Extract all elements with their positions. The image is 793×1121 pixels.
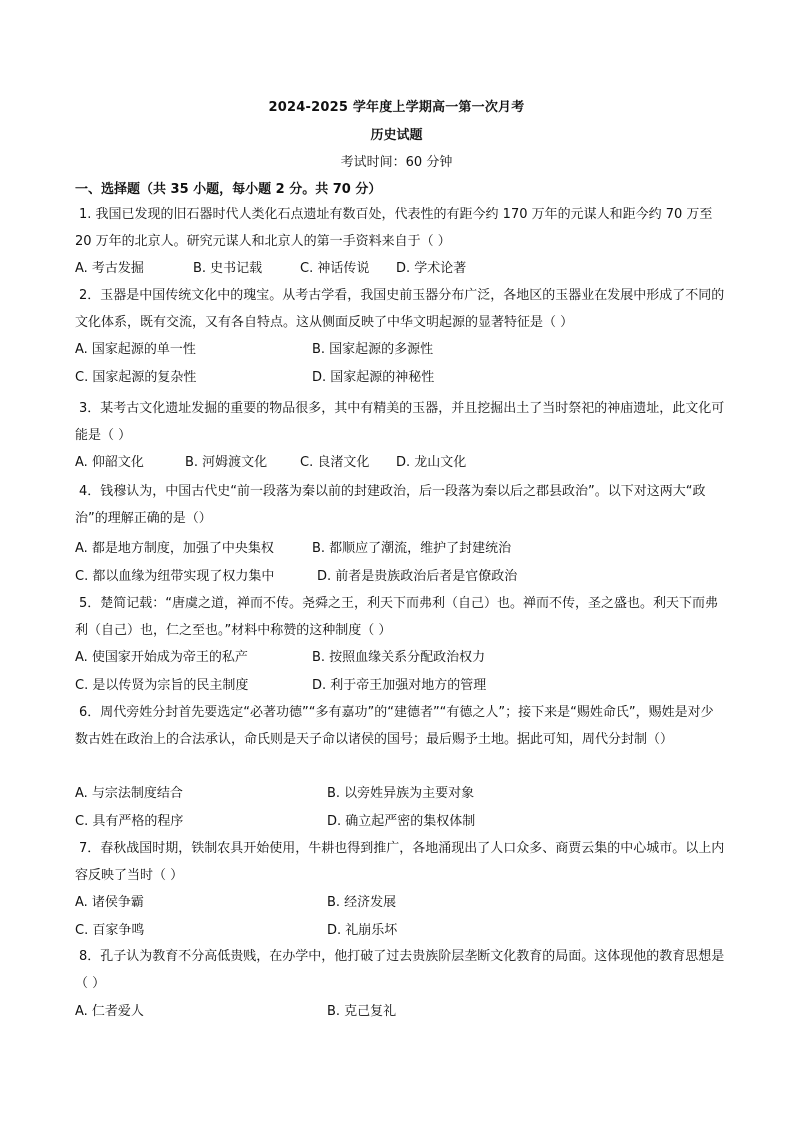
question-stem: 1. 我国已发现的旧石器时代人类化石点遗址有数百处，代表性的有距今约 170 万年的元谋人和距今约 70 万至 20 万年的北京人。研究元谋人和北京人的第一手资料来自于（ ）: [75, 207, 713, 249]
option-a: A. 考古发掘: [75, 261, 144, 276]
option-a: A. 仁者爱人: [75, 1004, 144, 1019]
option-c: C. 良渚文化: [300, 455, 370, 470]
option-a: A. 仰韶文化: [75, 455, 144, 470]
option-row: [75, 780, 725, 807]
option-b: B. 按照血缘关系分配政治权力: [312, 650, 486, 665]
section-heading: 一、选择题（共 35 小题，每小题 2 分。共 70 分）: [75, 182, 382, 197]
option-row: [75, 644, 725, 671]
option-row: [75, 255, 725, 282]
option-row: [75, 998, 725, 1025]
option-row: [75, 672, 725, 699]
option-a: A. 都是地方制度，加强了中央集权: [75, 541, 274, 556]
option-b: B. 都顺应了潮流，维护了封建统治: [312, 541, 512, 556]
option-row: [75, 535, 725, 562]
option-b: B. 经济发展: [327, 895, 397, 910]
option-c: C. 都以血缘为纽带实现了权力集中: [75, 569, 275, 584]
question-stem: 4．钱穆认为，中国古代史“前一段落为秦以前的封建政治，后一段落为秦以后之郡县政治”。以下对这两大“政治”的理解正确的是（）: [75, 484, 706, 526]
option-d: D. 国家起源的神秘性: [312, 370, 435, 385]
option-a: A. 国家起源的单一性: [75, 342, 196, 357]
exam-time: 考试时间：60 分钟: [340, 155, 453, 170]
option-a: A. 与宗法制度结合: [75, 786, 183, 801]
option-row: [75, 336, 725, 363]
option-c: C. 具有严格的程序: [75, 814, 184, 829]
question-stem: 7．春秋战国时期，铁制农具开始使用，牛耕也得到推广，各地涌现出了人口众多、商贾云集的中心城市。以上内容反映了当时（ ）: [75, 841, 725, 883]
option-c: C. 国家起源的复杂性: [75, 370, 197, 385]
option-b: B. 河姆渡文化: [185, 455, 268, 470]
option-row: [75, 563, 725, 590]
option-row: [75, 364, 725, 391]
option-d: D. 礼崩乐坏: [327, 923, 398, 938]
option-d: D. 学术论著: [396, 261, 467, 276]
option-d: D. 龙山文化: [396, 455, 467, 470]
option-c: C. 是以传贤为宗旨的民主制度: [75, 678, 249, 693]
option-b: B. 以旁姓异族为主要对象: [327, 786, 475, 801]
option-a: A. 使国家开始成为帝王的私产: [75, 650, 248, 665]
question-stem: 5．楚简记载：“唐虞之道，禅而不传。尧舜之王，利天下而弗利（自己）也。禅而不传，圣之盛也。利天下而弗利（自己）也，仁之至也。”材料中称赞的这种制度（ ）: [75, 596, 719, 638]
question-stem: 3．某考古文化遗址发掘的重要的物品很多，其中有精美的玉器，并且挖掘出土了当时祭祀的神庙遗址，此文化可能是（ ）: [75, 401, 725, 443]
option-d: D. 利于帝王加强对地方的管理: [312, 678, 487, 693]
option-row: [75, 449, 725, 476]
question-stem: 2．玉器是中国传统文化中的瑰宝。从考古学看，我国史前玉器分布广泛，各地区的玉器业在发展中形成了不同的文化体系，既有交流，又有各自特点。这从侧面反映了中华文明起源的显著特征是（ ）: [75, 288, 725, 330]
question-stem: 6．周代旁姓分封首先要选定“必著功德”“多有嘉功”的“建德者”“有德之人”；接下来是“赐姓命氏”，赐姓是对少数古姓在政治上的合法承认，命氏则是天子命以诸侯的国号；最后赐予土地。据此可知，周代分封制（）: [75, 705, 714, 747]
option-c: C. 神话传说: [300, 261, 370, 276]
exam-subject: 历史试题: [370, 128, 423, 143]
option-d: D. 前者是贵族政治后者是官僚政治: [317, 569, 518, 584]
question-stem: 8．孔子认为教育不分高低贵贱，在办学中，他打破了过去贵族阶层垄断文化教育的局面。这体现他的教育思想是（ ）: [75, 949, 725, 991]
exam-title: 2024-2025 学年度上学期高一第一次月考: [268, 100, 525, 115]
option-b: B. 史书记载: [193, 261, 263, 276]
option-d: D. 确立起严密的集权体制: [327, 814, 476, 829]
option-row: [75, 808, 725, 835]
option-b: B. 克己复礼: [327, 1004, 397, 1019]
option-b: B. 国家起源的多源性: [312, 342, 434, 357]
option-c: C. 百家争鸣: [75, 923, 145, 938]
option-row: [75, 917, 725, 944]
option-row: [75, 889, 725, 916]
option-a: A. 诸侯争霸: [75, 895, 144, 910]
